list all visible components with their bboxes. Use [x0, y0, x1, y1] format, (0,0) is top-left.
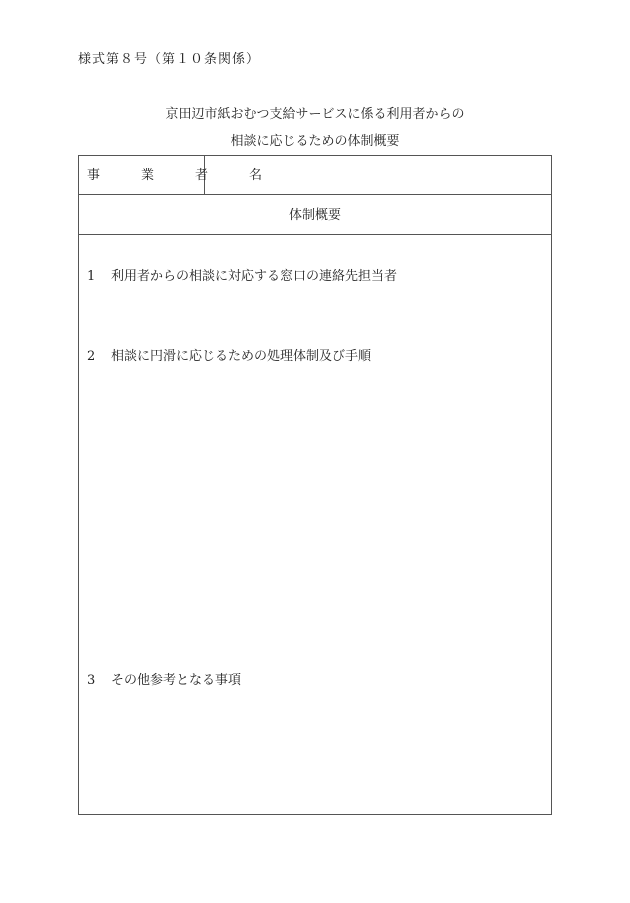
- item-number: 2: [87, 349, 96, 364]
- document-title-line1: 京田辺市紙おむつ支給サービスに係る利用者からの: [165, 107, 465, 122]
- section-header: 体制概要: [288, 208, 341, 223]
- item-number: 1: [87, 269, 96, 284]
- row-divider: [79, 194, 551, 195]
- document-title-line2: 相談に応じるための体制概要: [230, 134, 400, 149]
- business-name-label: 事 業 者 名: [87, 168, 277, 183]
- item-procedure: 相談に円滑に応じるための処理体制及び手順: [111, 349, 372, 364]
- form-number: 様式第８号（第１０条関係）: [78, 52, 261, 67]
- item-other: その他参考となる事項: [111, 673, 242, 688]
- item-number: 3: [87, 673, 96, 688]
- overview-table: [78, 155, 552, 815]
- business-name-field[interactable]: [209, 158, 547, 192]
- row-divider: [79, 234, 551, 235]
- item-contact-person: 利用者からの相談に対応する窓口の連絡先担当者: [111, 269, 398, 284]
